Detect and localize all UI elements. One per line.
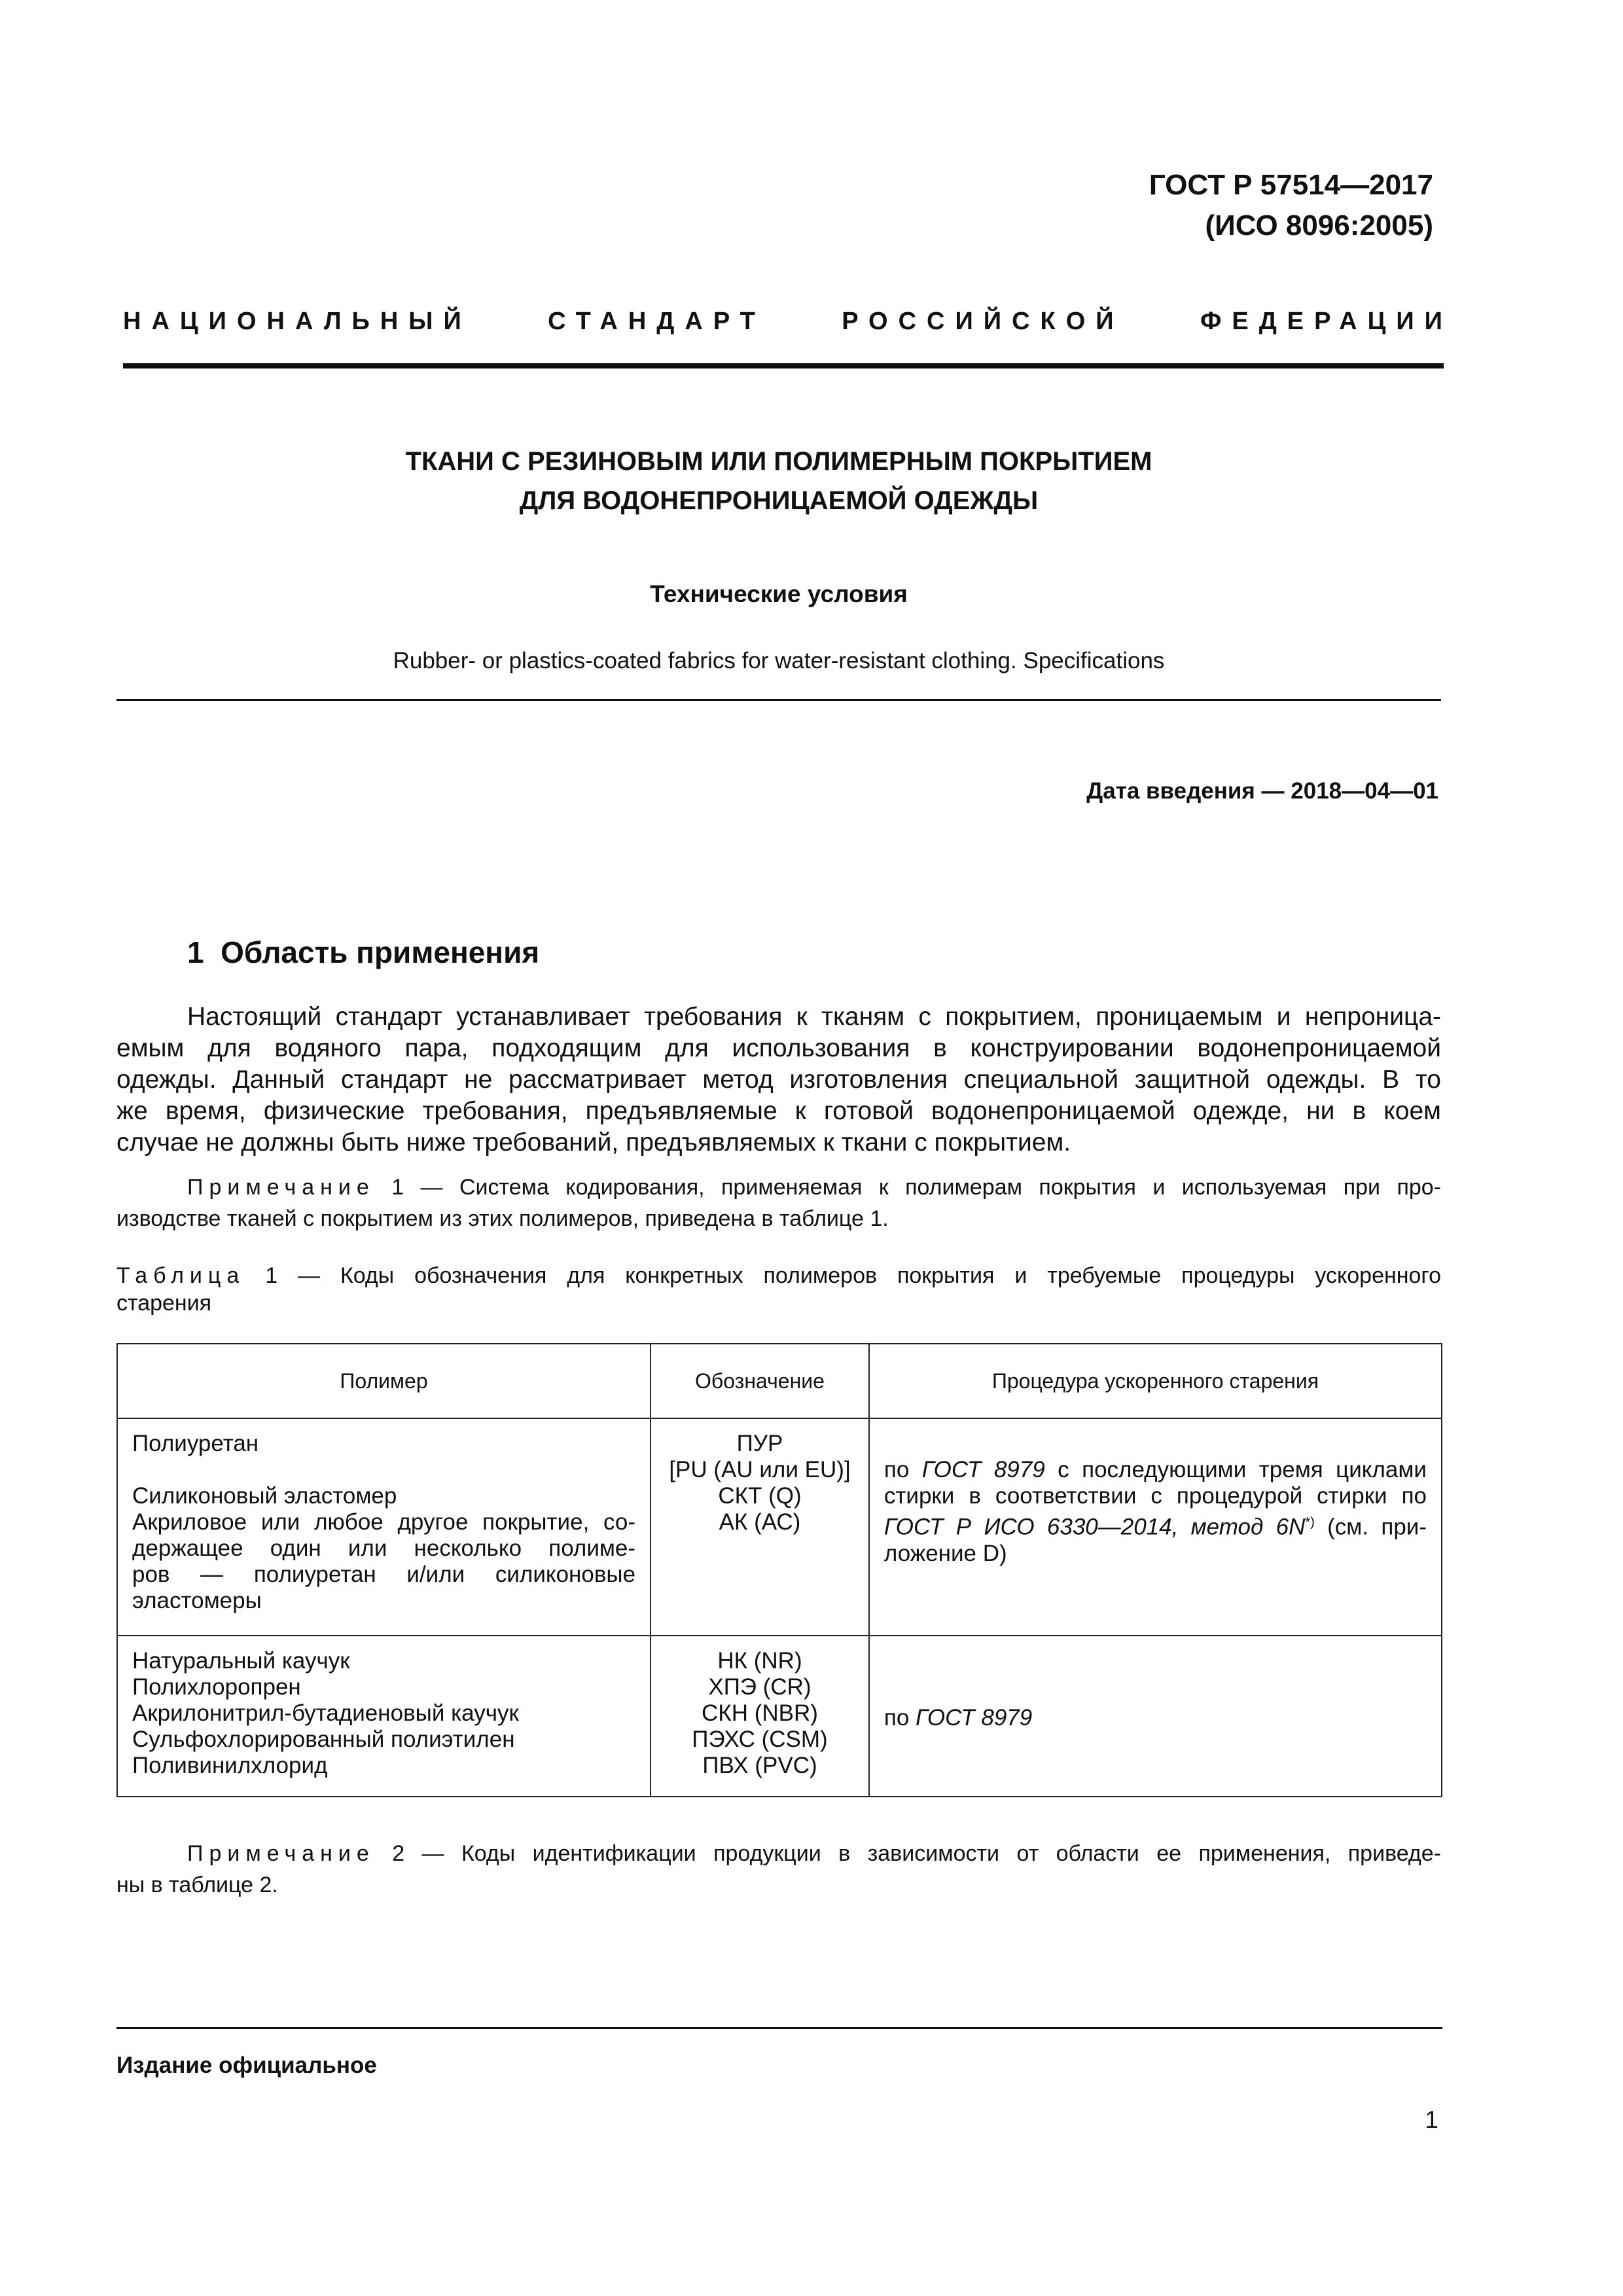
procedure-text: с последующими тремя циклами	[1044, 1457, 1427, 1482]
note-2	[116, 1838, 1441, 1901]
page-number: 1	[1425, 2106, 1438, 2133]
gost-number: ГОСТ Р 57514—2017	[1149, 169, 1433, 201]
note-text: 2 — Коды идентификации продукции в зависимости от области ее применения, приведе-	[374, 1841, 1441, 1866]
polymer-code: АК (АС)	[719, 1509, 801, 1535]
polymer-name: эластомеры	[132, 1588, 262, 1613]
note-label: Примечание	[187, 1175, 375, 1200]
procedure-text: по	[883, 1705, 916, 1731]
document-number	[1149, 165, 1433, 246]
caption-label: Таблица	[116, 1263, 245, 1288]
column-header-designation: Обозначение	[651, 1344, 869, 1418]
table-caption	[116, 1262, 1441, 1317]
iso-number: (ИСО 8096:2005)	[1205, 209, 1433, 242]
note-line: ны в таблице 2.	[116, 1873, 278, 1897]
caption-line	[116, 1262, 1441, 1289]
standard-reference: ГОСТ Р ИСО 6330—2014, метод 6N	[883, 1514, 1306, 1540]
introduction-date: Дата введения — 2018—04—01	[1086, 778, 1438, 804]
title-line: ТКАНИ С РЕЗИНОВЫМ ИЛИ ПОЛИМЕРНЫМ ПОКРЫТИЕМ	[405, 447, 1152, 476]
paragraph-line: случае не должны быть ниже требований, предъявляемых к ткани с покрытием.	[116, 1128, 1071, 1157]
polymer-code: ПЭХС (CSM)	[692, 1727, 828, 1752]
document-subtitle: Технические условия	[650, 581, 908, 607]
note-label: Примечание	[187, 1841, 375, 1866]
banner-word: СТАНДАРТ	[548, 308, 766, 335]
national-standard-banner	[123, 308, 1453, 336]
table-header-row	[117, 1344, 1442, 1418]
procedure-line: стирки в соответствии с процедурой стирки по	[883, 1483, 1427, 1509]
footer-rule	[116, 2027, 1442, 2029]
polymer-name: держащее один или несколько полиме-	[132, 1535, 636, 1561]
section-paragraph	[116, 1001, 1441, 1158]
note-line	[116, 1172, 1441, 1203]
polymer-name: Полихлоропрен	[132, 1674, 301, 1700]
document-title	[116, 442, 1441, 520]
polymer-cell	[117, 1636, 651, 1797]
header-rule	[123, 363, 1444, 368]
standard-reference: ГОСТ 8979	[916, 1705, 1033, 1731]
polymer-codes-table	[116, 1343, 1442, 1797]
procedure-line	[884, 1509, 1427, 1541]
polymer-name: ров — полиуретан и/или силиконовые	[132, 1562, 636, 1587]
polymer-code: СКН (NBR)	[702, 1700, 818, 1726]
banner-word: НАЦИОНАЛЬНЫЙ	[123, 308, 472, 335]
note-line: изводстве тканей с покрытием из этих полимеров, приведена в таблице 1.	[116, 1206, 889, 1231]
polymer-name: Натуральный каучук	[132, 1648, 350, 1674]
procedure-text: по	[883, 1457, 922, 1482]
note-text: 1 — Система кодирования, применяемая к полимерам покрытия и используемая при про-	[374, 1175, 1441, 1200]
procedure-cell	[869, 1418, 1442, 1636]
section-heading: 1 Область применения	[187, 935, 540, 969]
caption-text: 1 — Коды обозначения для конкретных полимеров покрытия и требуемые процедуры ускоренного	[245, 1263, 1441, 1288]
procedure-text: (см. при-	[1314, 1514, 1427, 1540]
polymer-name: Силиконовый эластомер	[132, 1483, 397, 1509]
title-line: ДЛЯ ВОДОНЕПРОНИЦАЕМОЙ ОДЕЖДЫ	[519, 486, 1039, 515]
column-header-polymer: Полимер	[117, 1344, 651, 1418]
paragraph-line: же время, физические требования, предъявляемые к готовой водонепроницаемой одежде, ни в коем	[116, 1097, 1441, 1125]
polymer-name: Акриловое или любое другое покрытие, со-	[132, 1509, 636, 1535]
title-rule	[116, 699, 1441, 701]
designation-cell	[651, 1418, 869, 1636]
procedure-cell	[869, 1636, 1442, 1797]
polymer-code: ПУР	[736, 1431, 783, 1456]
table-row	[117, 1418, 1442, 1636]
caption-line: старения	[116, 1291, 212, 1316]
polymer-code: СКТ (Q)	[718, 1483, 802, 1509]
polymer-cell	[117, 1418, 651, 1636]
procedure-line	[884, 1457, 1427, 1483]
official-edition-label: Издание официальное	[116, 2053, 377, 2078]
paragraph-line: одежды. Данный стандарт не рассматривает метод изготовления специальной защитной одежды. В то	[116, 1066, 1441, 1094]
table-row	[117, 1636, 1442, 1797]
paragraph-line: емым для водяного пара, подходящим для использования в конструировании водонепроницаемой	[116, 1034, 1441, 1062]
note-1	[116, 1172, 1441, 1234]
polymer-code: НК (NR)	[717, 1648, 802, 1674]
paragraph-line: Настоящий стандарт устанавливает требования к тканям с покрытием, проницаемым и непроница-	[187, 1003, 1441, 1031]
polymer-name: Сульфохлорированный полиэтилен	[132, 1727, 515, 1752]
note-line	[116, 1838, 1441, 1869]
polymer-code: ХПЭ (CR)	[708, 1674, 812, 1700]
polymer-name: Полиуретан	[132, 1431, 259, 1456]
column-header-procedure: Процедура ускоренного старения	[869, 1344, 1442, 1418]
procedure-line	[884, 1705, 1427, 1731]
polymer-code: ПВХ (PVC)	[702, 1753, 817, 1778]
polymer-name: Поливинилхлорид	[132, 1753, 328, 1778]
designation-cell	[651, 1636, 869, 1797]
polymer-name: Акрилонитрил-бутадиеновый каучук	[132, 1700, 519, 1726]
procedure-line: ложение D)	[883, 1540, 1007, 1566]
standard-reference: ГОСТ 8979	[921, 1457, 1045, 1482]
english-title: Rubber- or plastics-coated fabrics for water-resistant clothing. Specifications	[393, 648, 1165, 673]
banner-word: РОССИЙСКОЙ	[842, 308, 1124, 335]
polymer-code: [PU (AU или EU)]	[669, 1457, 851, 1482]
footnote-mark: *)	[1305, 1515, 1315, 1530]
banner-word: ФЕДЕРАЦИИ	[1200, 308, 1453, 335]
